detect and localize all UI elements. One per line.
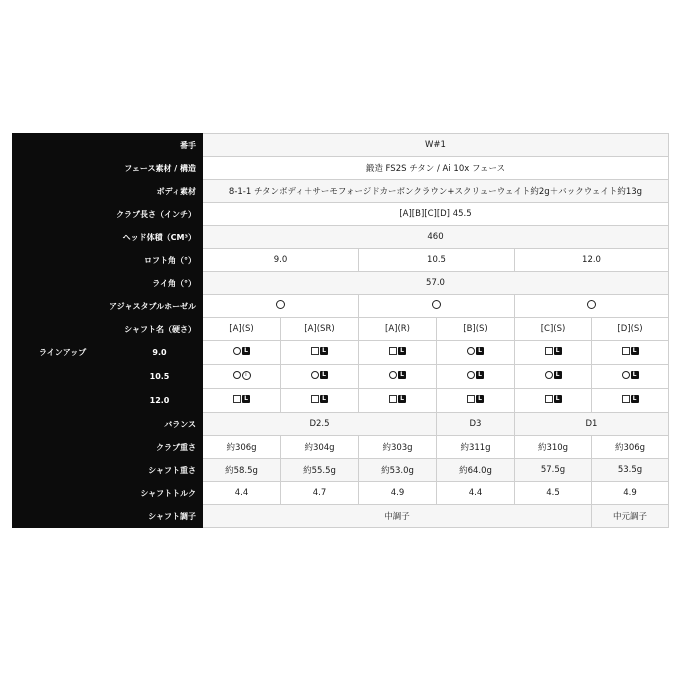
- lineup-cell: [359, 365, 437, 389]
- lefty-icon: L: [631, 371, 639, 379]
- lineup-cell: [281, 389, 359, 413]
- availability-mark: [622, 395, 639, 403]
- lefty-icon: L: [320, 371, 328, 379]
- value-length: [A][B][C][D] 45.5: [203, 203, 669, 226]
- label-lineup: ラインアップ: [13, 341, 117, 413]
- availability-mark: [622, 347, 639, 355]
- value-adjustable-1: [203, 295, 359, 318]
- square-icon: [311, 347, 319, 355]
- lefty-icon: L: [320, 395, 328, 403]
- value-balance-1: D2.5: [203, 413, 437, 436]
- torque-3: 4.9: [359, 482, 437, 505]
- shaft-name-5: [C](S): [515, 318, 592, 341]
- club-weight-6: 約306g: [592, 436, 669, 459]
- lefty-icon: L: [398, 395, 406, 403]
- value-volume: 460: [203, 226, 669, 249]
- spec-table: [12, 133, 669, 528]
- square-icon: [389, 395, 397, 403]
- club-weight-2: 約304g: [281, 436, 359, 459]
- lefty-icon: L: [554, 371, 562, 379]
- row-count: [13, 134, 669, 157]
- row-length: [13, 203, 669, 226]
- square-icon: [389, 347, 397, 355]
- lineup-cell: [592, 389, 669, 413]
- lineup-cell: [437, 365, 515, 389]
- torque-5: 4.5: [515, 482, 592, 505]
- label-face: フェース素材 / 構造: [13, 157, 203, 180]
- value-adjustable-2: [359, 295, 515, 318]
- lefty-icon: L: [554, 395, 562, 403]
- availability-mark: [311, 371, 328, 379]
- torque-1: 4.4: [203, 482, 281, 505]
- torque-4: 4.4: [437, 482, 515, 505]
- availability-mark: [545, 395, 562, 403]
- label-volume: ヘッド体積（CM³）: [13, 226, 203, 249]
- circle-icon: [389, 371, 397, 379]
- row-lie: [13, 272, 669, 295]
- value-loft-1: 9.0: [203, 249, 359, 272]
- lefty-icon: L: [398, 371, 406, 379]
- shaft-name-2: [A](SR): [281, 318, 359, 341]
- lineup-cell: [515, 341, 592, 365]
- circle-icon: [311, 371, 319, 379]
- row-shaft-weight: [13, 459, 669, 482]
- lefty-icon: L: [242, 395, 250, 403]
- row-volume: [13, 226, 669, 249]
- shaft-weight-6: 53.5g: [592, 459, 669, 482]
- square-icon: [233, 395, 241, 403]
- availability-mark: [545, 371, 562, 379]
- value-balance-3: D1: [515, 413, 669, 436]
- shaft-weight-4: 約64.0g: [437, 459, 515, 482]
- shaft-weight-5: 57.5g: [515, 459, 592, 482]
- lineup-loft-3: 12.0: [117, 389, 203, 413]
- lineup-loft-1: 9.0: [117, 341, 203, 365]
- circle-icon: [233, 371, 241, 379]
- availability-mark: [389, 347, 406, 355]
- row-lineup-1: [13, 341, 669, 365]
- value-count: W#1: [203, 134, 669, 157]
- availability-mark: [467, 395, 484, 403]
- value-lie: 57.0: [203, 272, 669, 295]
- label-torque: シャフトトルク: [13, 482, 203, 505]
- lineup-cell: [592, 365, 669, 389]
- square-icon: [467, 395, 475, 403]
- lineup-cell: [203, 365, 281, 389]
- value-adjustable-3: [515, 295, 669, 318]
- lefty-icon: L: [554, 347, 562, 355]
- row-torque: [13, 482, 669, 505]
- lineup-cell: [515, 389, 592, 413]
- lefty-icon: L: [476, 395, 484, 403]
- row-club-weight: [13, 436, 669, 459]
- value-body: 8-1-1 チタンボディ＋サーモフォージドカーボンクラウン+スクリューウェイト約2g＋バックウェイト約13g: [203, 180, 669, 203]
- shaft-weight-2: 約55.5g: [281, 459, 359, 482]
- availability-mark: [389, 371, 406, 379]
- square-icon: [545, 347, 553, 355]
- lefty-icon: L: [476, 371, 484, 379]
- label-body: ボディ素材: [13, 180, 203, 203]
- shaft-weight-3: 約53.0g: [359, 459, 437, 482]
- torque-2: 4.7: [281, 482, 359, 505]
- club-weight-4: 約311g: [437, 436, 515, 459]
- label-count: 番手: [13, 134, 203, 157]
- availability-mark: [233, 371, 251, 380]
- lefty-icon: L: [242, 347, 250, 355]
- label-lie: ライ角（°）: [13, 272, 203, 295]
- label-length: クラブ長さ（インチ）: [13, 203, 203, 226]
- square-icon: [545, 395, 553, 403]
- label-kick: シャフト調子: [13, 505, 203, 528]
- circle-icon: [545, 371, 553, 379]
- availability-mark: [311, 395, 328, 403]
- row-face: [13, 157, 669, 180]
- lineup-cell: [437, 389, 515, 413]
- lineup-cell: [281, 365, 359, 389]
- availability-mark: [233, 395, 250, 403]
- lefty-icon: L: [476, 347, 484, 355]
- value-face: 鍛造 FS2S チタン / Ai 10x フェース: [203, 157, 669, 180]
- availability-mark: [545, 347, 562, 355]
- label-loft: ロフト角（°）: [13, 249, 203, 272]
- lineup-cell: [281, 341, 359, 365]
- lefty-icon: L: [631, 347, 639, 355]
- lineup-loft-2: 10.5: [117, 365, 203, 389]
- label-shaft-weight: シャフト重さ: [13, 459, 203, 482]
- availability-mark: [233, 347, 250, 355]
- circle-icon: [432, 300, 441, 309]
- availability-mark: [467, 347, 484, 355]
- label-club-weight: クラブ重さ: [13, 436, 203, 459]
- label-shaft-name: シャフト名（硬さ）: [13, 318, 203, 341]
- row-loft: [13, 249, 669, 272]
- kick-1: 中調子: [203, 505, 592, 528]
- lineup-cell: [203, 341, 281, 365]
- club-weight-5: 約310g: [515, 436, 592, 459]
- circle-icon: [276, 300, 285, 309]
- lineup-cell: [203, 389, 281, 413]
- lineup-cell: [515, 365, 592, 389]
- shaft-name-6: [D](S): [592, 318, 669, 341]
- circle-icon: [467, 347, 475, 355]
- label-adjustable: アジャスタブルホーゼル: [13, 295, 203, 318]
- shaft-name-3: [A](R): [359, 318, 437, 341]
- lineup-cell: [359, 389, 437, 413]
- value-balance-2: D3: [437, 413, 515, 436]
- shaft-weight-1: 約58.5g: [203, 459, 281, 482]
- torque-6: 4.9: [592, 482, 669, 505]
- value-loft-3: 12.0: [515, 249, 669, 272]
- shaft-name-1: [A](S): [203, 318, 281, 341]
- circle-icon: [587, 300, 596, 309]
- availability-mark: [311, 347, 328, 355]
- circle-icon: [622, 371, 630, 379]
- lefty-icon: L: [631, 395, 639, 403]
- availability-mark: [622, 371, 639, 379]
- row-shaft-name: [13, 318, 669, 341]
- availability-mark: [467, 371, 484, 379]
- square-icon: [622, 347, 630, 355]
- availability-mark: [389, 395, 406, 403]
- square-icon: [311, 395, 319, 403]
- circle-icon: [467, 371, 475, 379]
- info-icon: i: [242, 371, 251, 380]
- club-weight-3: 約303g: [359, 436, 437, 459]
- lefty-icon: L: [398, 347, 406, 355]
- shaft-name-4: [B](S): [437, 318, 515, 341]
- row-kick: [13, 505, 669, 528]
- row-body: [13, 180, 669, 203]
- label-balance: バランス: [13, 413, 203, 436]
- row-balance: [13, 413, 669, 436]
- lineup-cell: [592, 341, 669, 365]
- kick-2: 中元調子: [592, 505, 669, 528]
- circle-icon: [233, 347, 241, 355]
- row-adjustable: [13, 295, 669, 318]
- lefty-icon: L: [320, 347, 328, 355]
- club-weight-1: 約306g: [203, 436, 281, 459]
- square-icon: [622, 395, 630, 403]
- lineup-cell: [359, 341, 437, 365]
- lineup-cell: [437, 341, 515, 365]
- value-loft-2: 10.5: [359, 249, 515, 272]
